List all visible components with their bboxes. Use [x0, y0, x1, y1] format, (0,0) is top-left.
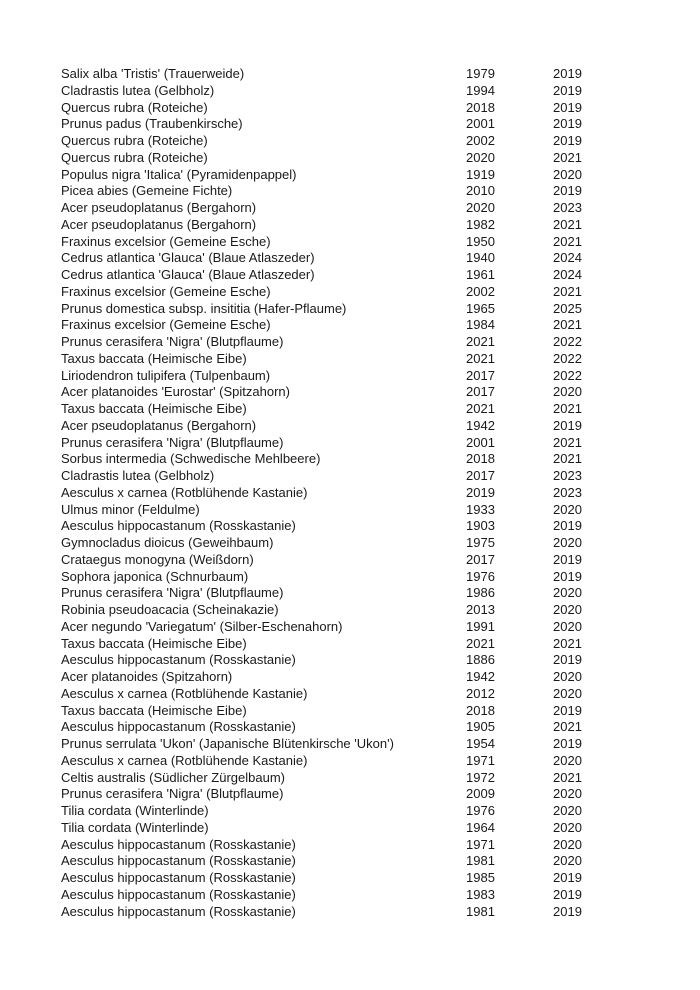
tree-list-row	[61, 837, 680, 854]
tree-list-row	[61, 234, 680, 251]
year-value-1: 1965	[466, 300, 495, 316]
tree-list-row	[61, 535, 680, 552]
tree-species-label: Acer negundo 'Variegatum' (Silber-Eschenahorn)	[61, 618, 343, 634]
tree-species-label: Taxus baccata (Heimische Eibe)	[61, 350, 247, 366]
year-value-1: 1991	[466, 618, 495, 634]
year-value-1: 1903	[466, 518, 495, 534]
tree-species-label: Aesculus hippocastanum (Rosskastanie)	[61, 518, 296, 534]
year-value-1: 2018	[466, 702, 495, 718]
tree-list-row	[61, 116, 680, 133]
tree-species-label: Aesculus hippocastanum (Rosskastanie)	[61, 870, 296, 885]
year-value-1: 1981	[466, 853, 495, 869]
tree-species-label: Acer pseudoplatanus (Bergahorn)	[61, 417, 257, 433]
tree-list-row	[61, 887, 680, 904]
year-value-2: 2019	[553, 886, 582, 902]
year-value-1: 1985	[466, 870, 495, 885]
year-value-1: 1942	[466, 417, 495, 433]
year-value-2: 2020	[553, 786, 582, 802]
tree-list-row	[61, 133, 680, 150]
tree-list-row	[61, 619, 680, 636]
tree-species-label: Prunus padus (Traubenkirsche)	[61, 116, 243, 132]
year-value-2: 2019	[553, 183, 582, 199]
tree-list-row	[61, 334, 680, 351]
tree-species-label: Prunus cerasifera 'Nigra' (Blutpflaume)	[61, 434, 284, 450]
tree-list-row	[61, 770, 680, 787]
tree-species-label: Fraxinus excelsior (Gemeine Esche)	[61, 283, 271, 299]
tree-species-label: Liriodendron tulipifera (Tulpenbaum)	[61, 367, 271, 383]
tree-species-label: Aesculus hippocastanum (Rosskastanie)	[61, 853, 296, 869]
year-value-1: 2010	[466, 183, 495, 199]
tree-species-label: Gymnocladus dioicus (Geweihbaum)	[61, 535, 274, 550]
year-value-1: 1982	[466, 216, 495, 232]
tree-species-label: Populus nigra 'Italica' (Pyramidenpappel)	[61, 166, 297, 182]
tree-list-row	[61, 150, 680, 167]
year-value-1: 1981	[466, 903, 495, 919]
year-value-2: 2020	[553, 585, 582, 601]
year-value-1: 2019	[466, 484, 495, 500]
tree-list-row	[61, 368, 680, 385]
tree-species-label: Celtis australis (Südlicher Zürgelbaum)	[61, 769, 285, 785]
tree-species-label: Quercus rubra (Roteiche)	[61, 133, 208, 148]
tree-species-label: Quercus rubra (Roteiche)	[61, 99, 208, 115]
tree-list-row	[61, 401, 680, 418]
tree-list-row	[61, 301, 680, 318]
year-value-2: 2021	[553, 401, 582, 416]
year-value-2: 2021	[553, 769, 582, 785]
tree-list-row	[61, 183, 680, 200]
year-value-2: 2022	[553, 350, 582, 366]
year-value-1: 2001	[466, 434, 495, 450]
year-value-1: 2013	[466, 602, 495, 617]
year-value-1: 2002	[466, 133, 495, 148]
tree-list-row	[61, 468, 680, 485]
year-value-1: 1940	[466, 250, 495, 266]
tree-list-row	[61, 820, 680, 837]
year-value-1: 2017	[466, 384, 495, 400]
year-value-1: 1964	[466, 819, 495, 835]
tree-list-row	[61, 753, 680, 770]
tree-species-label: Cedrus atlantica 'Glauca' (Blaue Atlaszeder)	[61, 267, 315, 282]
year-value-2: 2021	[553, 149, 582, 165]
year-value-2: 2021	[553, 233, 582, 249]
tree-species-label: Aesculus x carnea (Rotblühende Kastanie)	[61, 685, 308, 701]
year-value-2: 2022	[553, 367, 582, 383]
year-value-2: 2020	[553, 535, 582, 550]
tree-species-label: Acer pseudoplatanus (Bergahorn)	[61, 200, 257, 215]
tree-species-label: Aesculus x carnea (Rotblühende Kastanie)	[61, 484, 308, 500]
year-value-2: 2023	[553, 484, 582, 500]
year-value-1: 1933	[466, 501, 495, 517]
tree-species-label: Sorbus intermedia (Schwedische Mehlbeere)	[61, 451, 321, 467]
tree-list-row	[61, 435, 680, 452]
tree-species-label: Salix alba 'Tristis' (Trauerweide)	[61, 66, 245, 81]
tree-species-label: Tilia cordata (Winterlinde)	[61, 819, 209, 835]
year-value-1: 1950	[466, 233, 495, 249]
year-value-1: 2017	[466, 468, 495, 483]
year-value-2: 2020	[553, 384, 582, 400]
year-value-1: 1954	[466, 736, 495, 751]
tree-list-row	[61, 485, 680, 502]
year-value-1: 1972	[466, 769, 495, 785]
year-value-1: 1986	[466, 585, 495, 601]
year-value-2: 2024	[553, 267, 582, 282]
year-value-1: 1961	[466, 267, 495, 282]
tree-list-row	[61, 217, 680, 234]
tree-species-label: Crataegus monogyna (Weißdorn)	[61, 551, 254, 567]
year-value-2: 2019	[553, 66, 582, 81]
tree-species-label: Sophora japonica (Schnurbaum)	[61, 568, 249, 584]
year-value-2: 2019	[553, 116, 582, 132]
tree-species-label: Acer platanoides 'Eurostar' (Spitzahorn)	[61, 384, 290, 400]
tree-list-row	[61, 585, 680, 602]
tree-list-row	[61, 502, 680, 519]
year-value-1: 2002	[466, 283, 495, 299]
year-value-2: 2020	[553, 669, 582, 684]
year-value-2: 2019	[553, 82, 582, 98]
tree-list-row	[61, 904, 680, 921]
year-value-1: 2020	[466, 149, 495, 165]
year-value-1: 1994	[466, 82, 495, 98]
tree-list-row	[61, 351, 680, 368]
year-value-1: 1919	[466, 166, 495, 182]
year-value-2: 2021	[553, 317, 582, 333]
tree-species-label: Acer platanoides (Spitzahorn)	[61, 669, 233, 684]
year-value-2: 2019	[553, 903, 582, 919]
tree-species-label: Prunus cerasifera 'Nigra' (Blutpflaume)	[61, 334, 284, 349]
tree-species-label: Aesculus hippocastanum (Rosskastanie)	[61, 719, 296, 735]
year-value-1: 2021	[466, 401, 495, 416]
year-value-2: 2019	[553, 518, 582, 534]
year-value-2: 2021	[553, 434, 582, 450]
year-value-1: 2009	[466, 786, 495, 802]
tree-species-label: Tilia cordata (Winterlinde)	[61, 803, 209, 818]
tree-list-row	[61, 518, 680, 535]
year-value-2: 2019	[553, 702, 582, 718]
tree-list-row	[61, 83, 680, 100]
tree-species-label: Fraxinus excelsior (Gemeine Esche)	[61, 317, 271, 333]
tree-list-row	[61, 250, 680, 267]
tree-list-row	[61, 317, 680, 334]
year-value-2: 2020	[553, 501, 582, 517]
tree-species-label: Fraxinus excelsior (Gemeine Esche)	[61, 233, 271, 249]
year-value-2: 2020	[553, 685, 582, 701]
year-value-2: 2022	[553, 334, 582, 349]
year-value-1: 1979	[466, 66, 495, 81]
tree-list-row	[61, 652, 680, 669]
year-value-2: 2019	[553, 133, 582, 148]
year-value-2: 2020	[553, 819, 582, 835]
tree-list-row	[61, 786, 680, 803]
tree-list-row	[61, 686, 680, 703]
year-value-2: 2025	[553, 300, 582, 316]
tree-list-row	[61, 451, 680, 468]
tree-species-label: Taxus baccata (Heimische Eibe)	[61, 635, 247, 651]
tree-species-label: Prunus serrulata 'Ukon' (Japanische Blütenkirsche 'Ukon')	[61, 736, 394, 751]
tree-list-row	[61, 803, 680, 820]
tree-list	[61, 66, 680, 920]
year-value-1: 1976	[466, 568, 495, 584]
tree-list-row	[61, 870, 680, 887]
tree-species-label: Aesculus hippocastanum (Rosskastanie)	[61, 903, 296, 919]
tree-species-label: Aesculus hippocastanum (Rosskastanie)	[61, 652, 296, 668]
year-value-2: 2020	[553, 602, 582, 617]
tree-list-row	[61, 736, 680, 753]
tree-species-label: Quercus rubra (Roteiche)	[61, 149, 208, 165]
tree-species-label: Aesculus hippocastanum (Rosskastanie)	[61, 886, 296, 902]
tree-species-label: Aesculus hippocastanum (Rosskastanie)	[61, 836, 296, 852]
tree-list-row	[61, 569, 680, 586]
year-value-1: 1942	[466, 669, 495, 684]
tree-list-row	[61, 167, 680, 184]
year-value-2: 2020	[553, 803, 582, 818]
year-value-1: 2018	[466, 99, 495, 115]
tree-list-row	[61, 602, 680, 619]
year-value-1: 1984	[466, 317, 495, 333]
year-value-2: 2019	[553, 736, 582, 751]
year-value-1: 2017	[466, 367, 495, 383]
tree-species-label: Cedrus atlantica 'Glauca' (Blaue Atlaszeder)	[61, 250, 315, 266]
tree-list-row	[61, 853, 680, 870]
year-value-2: 2020	[553, 618, 582, 634]
year-value-2: 2021	[553, 719, 582, 735]
year-value-1: 2020	[466, 200, 495, 215]
tree-list-row	[61, 719, 680, 736]
tree-list-row	[61, 703, 680, 720]
year-value-2: 2019	[553, 870, 582, 885]
year-value-2: 2019	[553, 99, 582, 115]
year-value-2: 2021	[553, 451, 582, 467]
tree-list-row	[61, 669, 680, 686]
year-value-1: 1975	[466, 535, 495, 550]
tree-list-row	[61, 200, 680, 217]
tree-species-label: Prunus domestica subsp. insititia (Hafer-Pflaume)	[61, 300, 347, 316]
tree-list-row	[61, 284, 680, 301]
tree-species-label: Acer pseudoplatanus (Bergahorn)	[61, 216, 257, 232]
year-value-2: 2019	[553, 551, 582, 567]
year-value-1: 1886	[466, 652, 495, 668]
year-value-1: 1971	[466, 752, 495, 768]
year-value-2: 2024	[553, 250, 582, 266]
year-value-2: 2021	[553, 635, 582, 651]
tree-species-label: Ulmus minor (Feldulme)	[61, 501, 200, 517]
year-value-2: 2023	[553, 200, 582, 215]
tree-species-label: Cladrastis lutea (Gelbholz)	[61, 82, 215, 98]
tree-list-row	[61, 100, 680, 117]
year-value-1: 1976	[466, 803, 495, 818]
tree-species-label: Picea abies (Gemeine Fichte)	[61, 183, 233, 199]
year-value-1: 2018	[466, 451, 495, 467]
year-value-2: 2019	[553, 568, 582, 584]
tree-list-row	[61, 66, 680, 83]
tree-species-label: Taxus baccata (Heimische Eibe)	[61, 401, 247, 416]
year-value-2: 2021	[553, 216, 582, 232]
year-value-1: 1971	[466, 836, 495, 852]
year-value-1: 2012	[466, 685, 495, 701]
tree-list-row	[61, 384, 680, 401]
tree-species-label: Taxus baccata (Heimische Eibe)	[61, 702, 247, 718]
year-value-2: 2020	[553, 836, 582, 852]
year-value-1: 2001	[466, 116, 495, 132]
year-value-1: 1983	[466, 886, 495, 902]
year-value-2: 2021	[553, 283, 582, 299]
year-value-2: 2020	[553, 752, 582, 768]
year-value-2: 2019	[553, 417, 582, 433]
tree-species-label: Robinia pseudoacacia (Scheinakazie)	[61, 602, 279, 617]
year-value-1: 2021	[466, 334, 495, 349]
tree-species-label: Prunus cerasifera 'Nigra' (Blutpflaume)	[61, 786, 284, 802]
year-value-2: 2020	[553, 166, 582, 182]
tree-species-label: Cladrastis lutea (Gelbholz)	[61, 468, 215, 483]
tree-species-label: Aesculus x carnea (Rotblühende Kastanie)	[61, 752, 308, 768]
year-value-1: 1905	[466, 719, 495, 735]
year-value-1: 2021	[466, 635, 495, 651]
tree-list-row	[61, 418, 680, 435]
year-value-1: 2021	[466, 350, 495, 366]
tree-species-label: Prunus cerasifera 'Nigra' (Blutpflaume)	[61, 585, 284, 601]
tree-list-row	[61, 636, 680, 653]
tree-list-row	[61, 552, 680, 569]
tree-list-row	[61, 267, 680, 284]
year-value-2: 2023	[553, 468, 582, 483]
year-value-1: 2017	[466, 551, 495, 567]
year-value-2: 2020	[553, 853, 582, 869]
year-value-2: 2019	[553, 652, 582, 668]
